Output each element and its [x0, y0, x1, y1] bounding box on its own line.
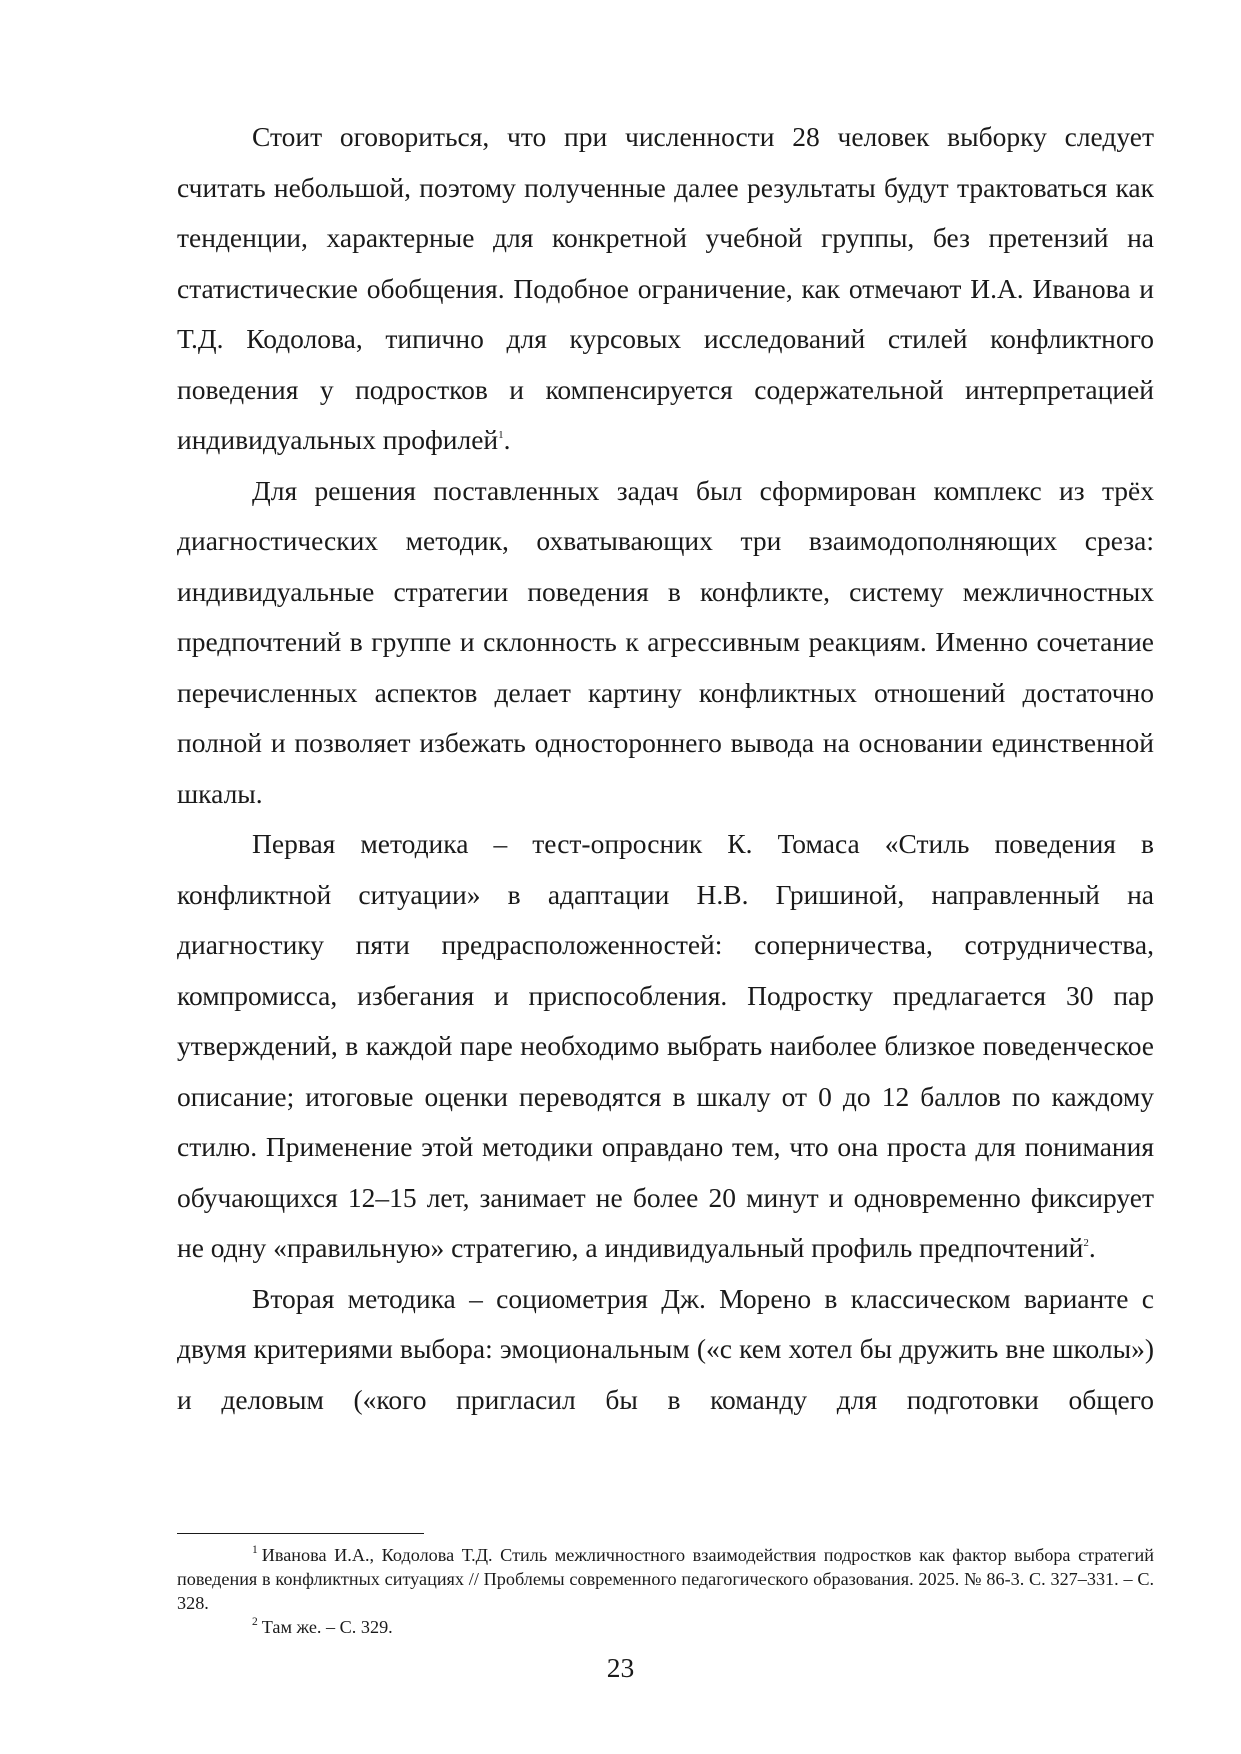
footnote-1 — [177, 1543, 1154, 1615]
paragraph-text: Стоит оговориться, что при численности 28 человек выборку следует считать небольшой, поэтому полученные далее результаты будут трактоваться как тенденции, характерные для конкретной учебной группы, без претензий на статистические обобщения. Подобное ограничение, как отмечают И.А. Иванова и Т.Д. Кодолова, типично для курсовых исследований стилей конфликтного поведения у подростков и компенсируется содержательной интерпретацией индивидуальных профилей — [177, 121, 1154, 455]
paragraph-text: Для решения поставленных задач был сформирован комплекс из трёх диагностических методик, охватывающих три взаимодополняющих среза: индивидуальные стратегии поведения в конфликте, систему межличностных предпочтений в группе и склонность к агрессивным реакциям. Именно сочетание перечисленных аспектов делает картину конфликтных отношений достаточно полной и позволяет избежать одностороннего вывода на основании единственной шкалы. — [177, 474, 1154, 809]
paragraph-thomas-test — [177, 819, 1154, 1274]
footnote-reference-1[interactable]: 1 — [498, 428, 504, 441]
footnote-text: Там же. – С. 329. — [261, 1617, 393, 1637]
footnotes — [177, 1543, 1154, 1639]
paragraph-methods-complex — [177, 466, 1154, 820]
paragraph-end-punctuation: . — [1088, 1232, 1096, 1263]
body-text — [177, 112, 1154, 1425]
footnote-separator — [177, 1533, 424, 1534]
footnote-reference-2[interactable]: 2 — [1083, 1236, 1089, 1249]
footnote-2 — [177, 1615, 1154, 1639]
footnote-text: Иванова И.А., Кодолова Т.Д. Стиль межличностного взаимодействия подростков как фактор выбора стратегий поведения в конфликтных ситуациях // Проблемы современного педагогического образования. 2025. № 86-3. С. 327–331. – С. 328. — [177, 1545, 1154, 1613]
paragraph-end-punctuation: . — [503, 424, 511, 455]
paragraph-text: Вторая методика – социометрия Дж. Морено в классическом варианте с двумя критериями выбора: эмоциональным («с кем хотел бы дружить вне школы») и деловым («кого пригласил бы в команду для подготовки общего — [177, 1282, 1154, 1415]
page-number: 23 — [606, 1652, 635, 1683]
footnote-number: 1 — [252, 1543, 258, 1556]
paragraph-sample-size — [177, 112, 1154, 466]
paragraph-sociometry — [177, 1274, 1154, 1426]
footnote-number: 2 — [252, 1615, 258, 1628]
paragraph-text: Первая методика – тест-опросник К. Томаса «Стиль поведения в конфликтной ситуации» в адаптации Н.В. Гришиной, направленный на диагностику пяти предрасположенностей: соперничества, сотрудничества, компромисса, избегания и приспособления. Подростку предлагается 30 пар утверждений, в каждой паре необходимо выбрать наиболее близкое поведенческое описание; итоговые оценки переводятся в шкалу от 0 до 12 баллов по каждому стилю. Применение этой методики оправдано тем, что она проста для понимания обучающихся 12–15 лет, занимает не более 20 минут и одновременно фиксирует не одну «правильную» стратегию, а индивидуальный профиль предпочтений — [177, 828, 1154, 1263]
page-body — [177, 112, 1154, 1425]
